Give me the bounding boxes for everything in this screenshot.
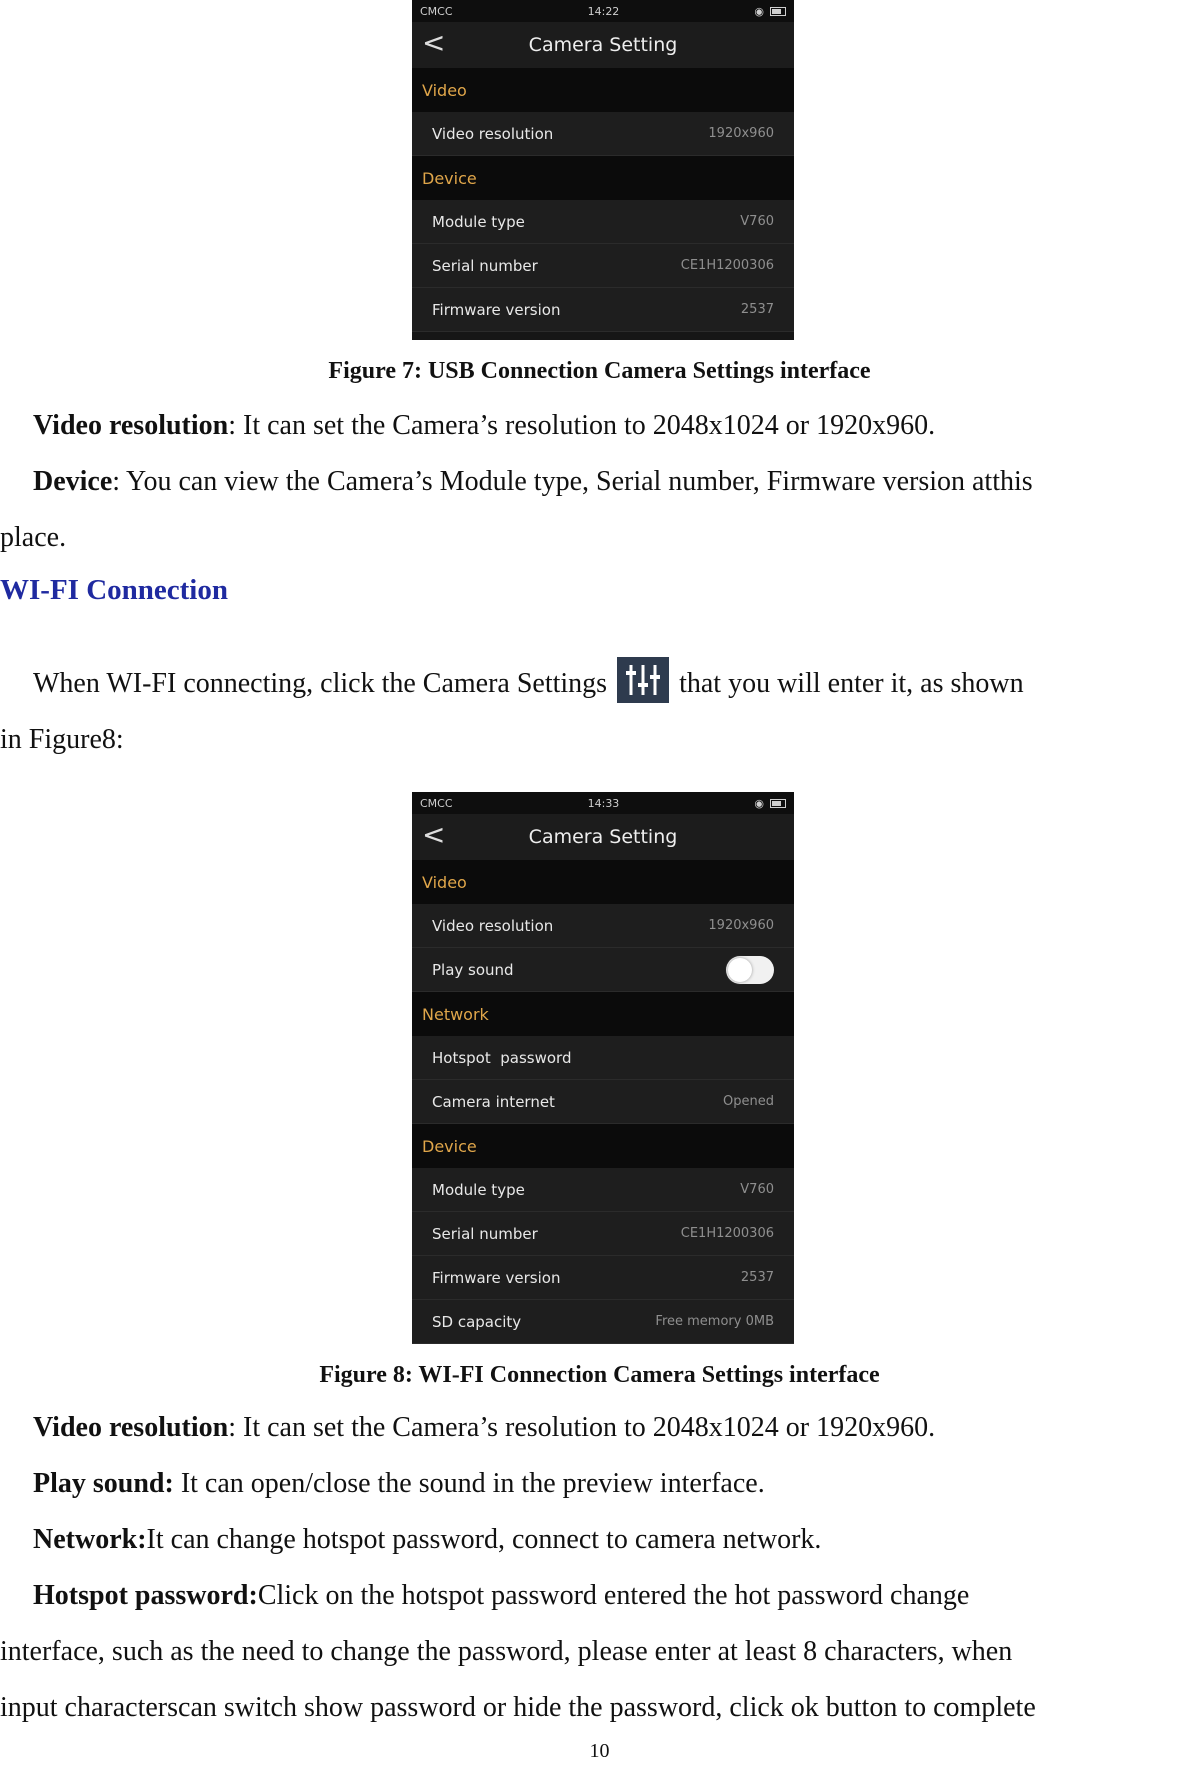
video-resolution-row[interactable] xyxy=(412,112,794,156)
status-bar xyxy=(412,0,794,22)
row-value: 1920x960 xyxy=(708,918,774,933)
back-icon[interactable]: < xyxy=(422,818,446,851)
term: Hotspot password: xyxy=(33,1580,258,1611)
section-heading-wifi: WI-FI Connection xyxy=(0,574,228,606)
firmware-version-row xyxy=(412,1256,794,1300)
battery-icon xyxy=(770,799,786,808)
app-header xyxy=(412,22,794,68)
term: Play sound: xyxy=(33,1468,174,1499)
sd-capacity-row xyxy=(412,1300,794,1344)
video-resolution-row[interactable] xyxy=(412,904,794,948)
row-value: 2537 xyxy=(740,302,774,317)
paragraph-device xyxy=(0,454,1199,509)
figure8-screenshot xyxy=(412,792,794,1344)
intro-text-after: that you will enter it, as shown xyxy=(679,668,1024,699)
section-device: Device xyxy=(412,1124,794,1168)
app-header xyxy=(412,814,794,860)
section-video: Video xyxy=(412,860,794,904)
row-value: V760 xyxy=(740,1182,774,1197)
row-label: Hotspot password xyxy=(432,1048,572,1067)
paragraph-video-resolution xyxy=(0,398,1199,453)
paragraph-hotspot-password xyxy=(0,1568,1199,1623)
battery-icon xyxy=(770,7,786,16)
row-label: Firmware version xyxy=(432,1268,561,1287)
module-type-row xyxy=(412,1168,794,1212)
row-value: CE1H1200306 xyxy=(680,1226,774,1241)
section-device: Device xyxy=(412,156,794,200)
row-label: Module type xyxy=(432,1180,525,1199)
paragraph-video-resolution-2 xyxy=(0,1400,1199,1455)
toggle-knob xyxy=(728,958,752,982)
status-time: 14:22 xyxy=(587,4,620,18)
paragraph-play-sound xyxy=(0,1456,1199,1511)
row-label: Camera internet xyxy=(432,1092,555,1111)
status-time: 14:33 xyxy=(587,796,620,810)
paragraph-wifi-intro xyxy=(0,656,1199,711)
row-label: Module type xyxy=(432,212,525,231)
row-label: Video resolution xyxy=(432,124,554,143)
row-value: 2537 xyxy=(740,1270,774,1285)
row-label: Play sound xyxy=(432,960,514,979)
serial-number-row xyxy=(412,244,794,288)
description: : It can set the Camera’s resolution to 2048x1024 or 1920x960. xyxy=(228,410,936,441)
play-sound-row xyxy=(412,948,794,992)
status-icons xyxy=(754,5,786,18)
play-sound-toggle[interactable] xyxy=(726,956,774,984)
paragraph-device-cont: place. xyxy=(0,522,67,553)
status-carrier: CMCC xyxy=(420,4,453,18)
row-label: Video resolution xyxy=(432,916,554,935)
row-label: Firmware version xyxy=(432,300,561,319)
row-label: Serial number xyxy=(432,1224,538,1243)
camera-settings-sliders-icon xyxy=(617,657,669,703)
status-icons xyxy=(754,797,786,810)
alarm-icon: ◉ xyxy=(754,4,764,18)
row-value: V760 xyxy=(740,214,774,229)
row-value: CE1H1200306 xyxy=(680,258,774,273)
row-label: Serial number xyxy=(432,256,538,275)
row-value: Free memory 0MB xyxy=(655,1314,774,1329)
term: Device xyxy=(33,466,113,497)
alarm-icon: ◉ xyxy=(754,796,764,810)
term: Video resolution xyxy=(33,1412,229,1443)
description: Click on the hotspot password entered the hot password change xyxy=(257,1580,970,1611)
serial-number-row xyxy=(412,1212,794,1256)
camera-internet-row[interactable] xyxy=(412,1080,794,1124)
status-bar xyxy=(412,792,794,814)
paragraph-hotspot-password-cont2: input characterscan switch show password or hide the password, click ok button to complete xyxy=(0,1692,1036,1723)
paragraph-wifi-intro-cont: in Figure8: xyxy=(0,724,124,755)
figure7-screenshot xyxy=(412,0,794,340)
section-network: Network xyxy=(412,992,794,1036)
intro-text-before: When WI-FI connecting, click the Camera Settings xyxy=(33,668,608,699)
figure7-caption: Figure 7: USB Connection Camera Settings interface xyxy=(328,358,871,384)
page-title: Camera Setting xyxy=(528,826,678,848)
status-carrier: CMCC xyxy=(420,796,453,810)
row-value: 1920x960 xyxy=(708,126,774,141)
term: Video resolution xyxy=(33,410,229,441)
paragraph-hotspot-password-cont1: interface, such as the need to change the password, please enter at least 8 characters, when xyxy=(0,1636,1013,1667)
paragraph-network xyxy=(0,1512,1199,1567)
description: : You can view the Camera’s Module type, Serial number, Firmware version atthis xyxy=(112,466,1033,497)
back-icon[interactable]: < xyxy=(422,26,446,59)
row-value: Opened xyxy=(723,1094,774,1109)
module-type-row xyxy=(412,200,794,244)
page-title: Camera Setting xyxy=(528,34,678,56)
section-video: Video xyxy=(412,68,794,112)
firmware-version-row xyxy=(412,288,794,332)
description: It can open/close the sound in the preview interface. xyxy=(173,1468,765,1499)
figure8-caption: Figure 8: WI-FI Connection Camera Settings interface xyxy=(319,1362,880,1388)
row-label: SD capacity xyxy=(432,1312,522,1331)
term: Network: xyxy=(33,1524,147,1555)
page-number: 10 xyxy=(589,1740,610,1762)
description: It can change hotspot password, connect to camera network. xyxy=(146,1524,822,1555)
description: : It can set the Camera’s resolution to 2048x1024 or 1920x960. xyxy=(228,1412,936,1443)
hotspot-password-row[interactable] xyxy=(412,1036,794,1080)
